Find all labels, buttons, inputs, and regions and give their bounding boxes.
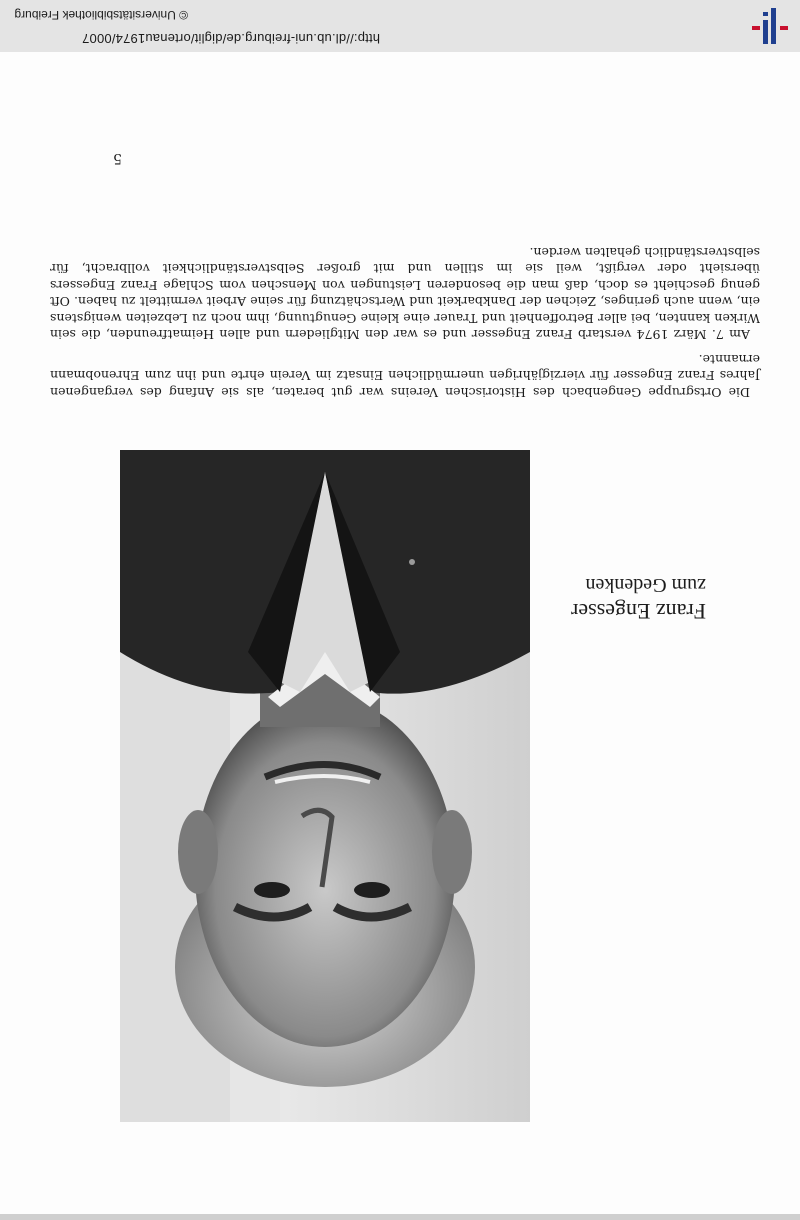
paragraph-obituary: Am 7. März 1974 verstarb Franz Engesser und es war den Mitgliedern und allen Heimatfreunden, die sein Wirken kannten, bei aller Betroffenheit und Trauer eine kleine Genugtuung, ihm noch zu Lebzeiten wenigstens ein, wenn auch geringes, Zeichen der Dankbarkeit und Wertschätzung für seine Arbeit vermittelt zu haben. Oft genug geschieht es doch, daß man die besonderen Leistungen von Menschen vom Schlage Franz Engessers übersieht oder vergißt, weil sie im stillen und mit großer Selbstverständlichkeit vollbracht, für selbstverständlich gehalten werden. [50, 245, 760, 343]
scanner-edge [0, 1214, 800, 1220]
ub-logo-icon[interactable] [750, 6, 794, 46]
portrait-photo [120, 450, 530, 1122]
page-number: 5 [113, 150, 122, 166]
portrait-caption [546, 572, 706, 624]
paragraph-intro: Die Ortsgruppe Gengenbach des Historischen Vereins war gut beraten, als sie Anfang des vergangenen Jahres Franz Engesser für vierzigjährigen unermüdlichen Einsatz im Verein ehrte und ihn zum Ehrenobmann ernannte. [50, 352, 760, 400]
document-url-link[interactable]: http://dl.ub.uni-freiburg.de/diglit/ortenau1974/0007 [81, 31, 380, 46]
viewer-header [0, 0, 800, 52]
copyright-credit: © Universitätsbibliothek Freiburg [14, 8, 188, 22]
caption-subtitle: zum Gedenken [585, 574, 706, 596]
article-body [50, 244, 760, 401]
portrait-illustration [120, 450, 530, 1122]
caption-name: Franz Engesser [570, 599, 706, 624]
